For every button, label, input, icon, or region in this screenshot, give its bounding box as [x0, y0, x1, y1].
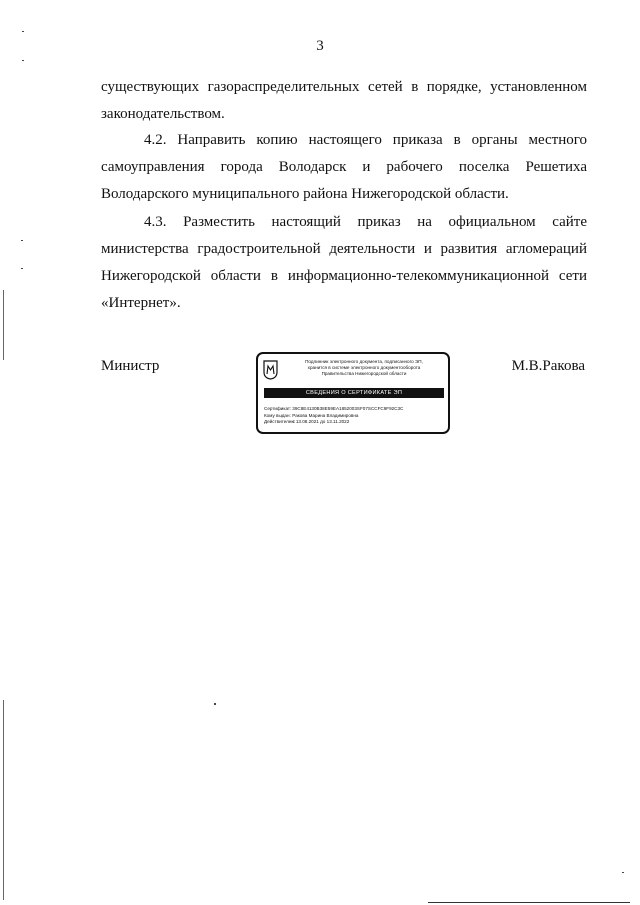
signer-role: Министр	[101, 358, 160, 374]
certificate-label: Сертификат:	[264, 406, 292, 411]
issued-to-label: Кому выдан:	[264, 412, 291, 418]
scan-edge-line	[3, 700, 4, 900]
validity-value: с 13.08.2021 до 13.11.2022	[292, 419, 350, 424]
paragraph-4-2: 4.2. Направить копию настоящего приказа в органы местного самоуправления города Володарск и рабочего поселка Решетиха Володарского муниципального района Нижегородской области.	[101, 132, 587, 202]
stamp-header-line: Правительства Нижегородской области	[321, 371, 407, 376]
scan-mark	[21, 240, 23, 241]
stamp-header-line: хранится в системе электронного документооборота	[307, 365, 421, 370]
scan-mark	[21, 268, 23, 269]
scan-mark	[22, 31, 24, 32]
signer-name: М.В.Ракова	[511, 358, 585, 374]
stamp-header-line: Подлинник электронного документа, подписанного ЭП,	[305, 359, 423, 364]
scan-edge-line	[3, 290, 4, 360]
scan-bottom-line	[428, 902, 630, 903]
certificate-details	[264, 406, 446, 426]
stamp-header	[282, 359, 446, 377]
scan-mark	[22, 60, 24, 61]
certificate-value: 39C8E4130B38E59EA1852003SF07SCCFC9F92C3C	[292, 406, 404, 411]
paragraph-continuation: существующих газораспределительных сетей в порядке, установленном законодательством.	[101, 79, 587, 122]
stamp-title-bar: СВЕДЕНИЯ О СЕРТИФИКАТЕ ЭП	[264, 388, 444, 398]
validity-label: Действителен:	[264, 419, 296, 424]
issued-to-value: Ракова Марина Владимировна	[292, 412, 359, 418]
electronic-signature-stamp	[256, 352, 450, 434]
coat-of-arms-icon	[263, 360, 278, 380]
validity-row	[264, 419, 446, 426]
scan-mark	[622, 872, 624, 873]
paragraph-4-3: 4.3. Разместить настоящий приказ на официальном сайте министерства градостроительной деятельности и развития агломераций Нижегородской области в информационно-телекоммуникационной сети «Интернет».	[101, 214, 587, 311]
scan-mark	[214, 703, 216, 705]
page-number: 3	[316, 38, 324, 54]
